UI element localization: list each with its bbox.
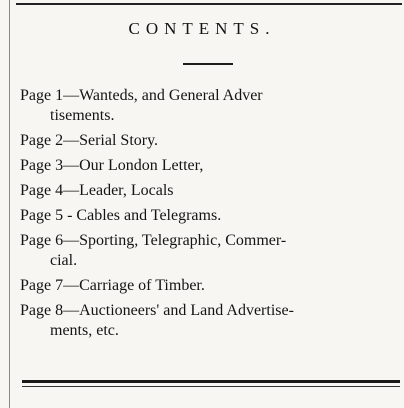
heading-underline bbox=[183, 63, 233, 65]
entry-text: Page 1—Wanteds, and General Adver bbox=[20, 87, 263, 104]
contents-heading: CONTENTS. bbox=[128, 19, 276, 38]
entry-text: Page 5 - Cables and Telegrams. bbox=[20, 207, 222, 224]
contents-entry-page-1 bbox=[20, 86, 400, 126]
contents-entry-page-3 bbox=[20, 156, 400, 176]
bottom-rule-thick bbox=[22, 380, 400, 383]
contents-entry-page-8 bbox=[20, 301, 400, 341]
contents-list bbox=[20, 86, 400, 346]
entry-text: Page 3—Our London Letter, bbox=[20, 157, 204, 174]
bottom-rule-thin bbox=[22, 386, 400, 387]
contents-entry-page-7 bbox=[20, 276, 400, 296]
entry-text: Page 2—Serial Story. bbox=[20, 132, 159, 149]
contents-entry-page-4 bbox=[20, 181, 400, 201]
entry-text: Page 7—Carriage of Timber. bbox=[20, 277, 205, 294]
entry-text: Page 4—Leader, Locals bbox=[20, 182, 174, 199]
entry-text: Page 8—Auctioneers' and Land Advertise- bbox=[20, 302, 294, 319]
entry-continuation: ments, etc. bbox=[50, 322, 119, 339]
entry-continuation: tisements. bbox=[50, 107, 115, 124]
entry-text: Page 6—Sporting, Telegraphic, Commer- bbox=[20, 232, 287, 249]
column-divider-line bbox=[9, 0, 10, 408]
entry-continuation: cial. bbox=[50, 252, 78, 269]
contents-entry-page-2 bbox=[20, 131, 400, 151]
contents-entry-page-5 bbox=[20, 206, 400, 226]
contents-entry-page-6 bbox=[20, 231, 400, 271]
top-rule bbox=[16, 3, 402, 5]
